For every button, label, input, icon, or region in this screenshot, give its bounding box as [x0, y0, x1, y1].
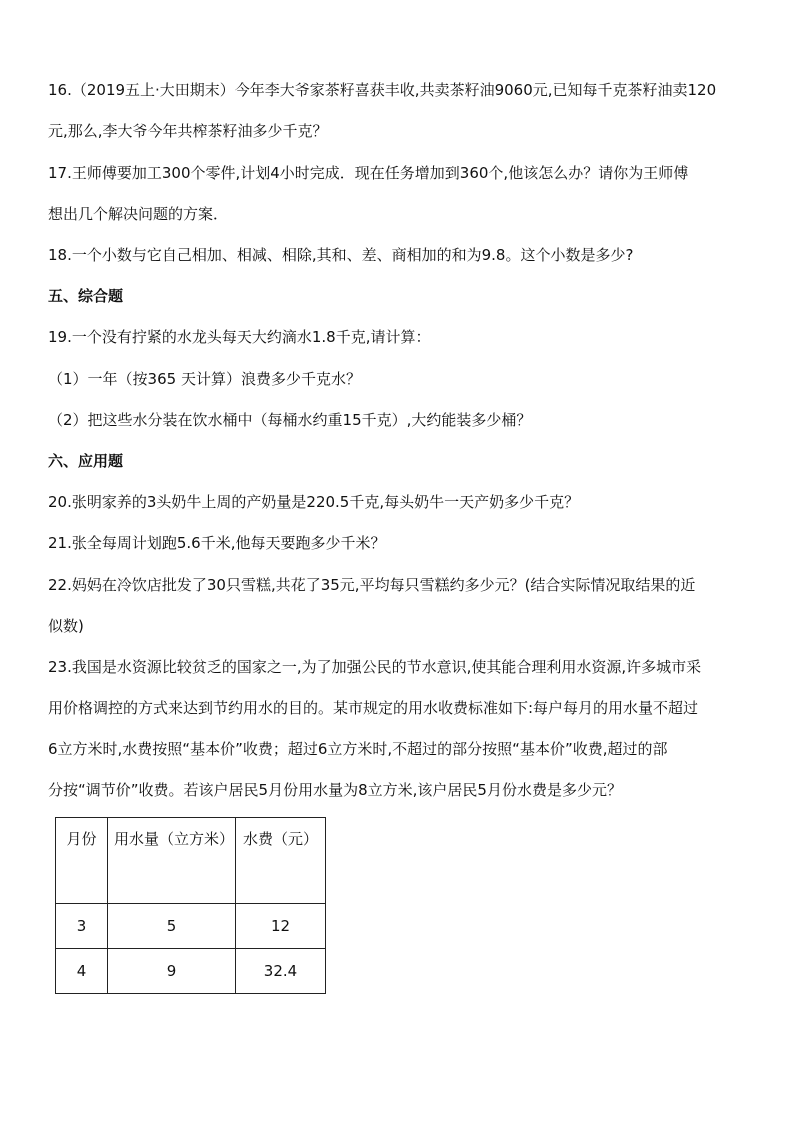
question-23-line-4: 分按“调节价”收费。若该户居民5月份用水量为8立方米,该户居民5月份水费是多少元？ [48, 781, 622, 799]
question-22-line-2: 似数) [48, 617, 84, 635]
question-23-line-3: 6立方米时,水费按照“基本价”收费；超过6立方米时,不超过的部分按照“基本价”收费,超过的部 [48, 740, 668, 758]
cell-usage: 5 [108, 904, 236, 949]
question-22-line-1: 22.妈妈在冷饮店批发了30只雪糕,共花了35元,平均每只雪糕约多少元？(结合实际情况取结果的近 [48, 576, 696, 594]
header-water-fee: 水费（元） [236, 818, 326, 904]
section-heading-application: 六、应用题 [48, 452, 124, 470]
question-17-line-1: 17.王师傅要加工300个零件,计划4小时完成．现在任务增加到360个,他该怎么办？请你为王师傅 [48, 164, 689, 182]
cell-usage: 9 [108, 949, 236, 994]
cell-month: 4 [56, 949, 108, 994]
cell-month: 3 [56, 904, 108, 949]
water-fee-table [55, 817, 326, 994]
header-water-usage: 用水量（立方米） [108, 818, 236, 904]
question-16-line-2: 元,那么,李大爷今年共榨茶籽油多少千克？ [48, 122, 328, 140]
cell-fee: 32.4 [236, 949, 326, 994]
question-19-part-2: （2）把这些水分装在饮水桶中（每桶水约重15千克）,大约能装多少桶？ [48, 411, 532, 429]
question-20: 20.张明家养的3头奶牛上周的产奶量是220.5千克,每头奶牛一天产奶多少千克？ [48, 493, 580, 511]
question-18: 18.一个小数与它自己相加、相减、相除,其和、差、商相加的和为9.8。这个小数是多少? [48, 246, 634, 264]
table-row [56, 904, 326, 949]
cell-fee: 12 [236, 904, 326, 949]
question-19: 19.一个没有拧紧的水龙头每天大约滴水1.8千克,请计算： [48, 328, 431, 346]
header-month: 月份 [56, 818, 108, 904]
question-19-part-1: （1）一年（按365 天计算）浪费多少千克水？ [48, 370, 361, 388]
section-heading-comprehensive: 五、综合题 [48, 287, 124, 305]
table-header-row [56, 818, 326, 904]
question-23-line-1: 23.我国是水资源比较贫乏的国家之一,为了加强公民的节水意识,使其能合理利用水资源,许多城市采 [48, 658, 702, 676]
question-17-line-2: 想出几个解决问题的方案． [48, 205, 229, 223]
table-row [56, 949, 326, 994]
question-21: 21.张全每周计划跑5.6千米,他每天要跑多少千米？ [48, 534, 386, 552]
question-23-line-2: 用价格调控的方式来达到节约用水的目的。某市规定的用水收费标准如下:每户每月的用水量不超过 [48, 699, 699, 717]
question-16-line-1: 16.（2019五上·大田期末）今年李大爷家茶籽喜获丰收,共卖茶籽油9060元,已知每千克茶籽油卖120 [48, 81, 717, 99]
